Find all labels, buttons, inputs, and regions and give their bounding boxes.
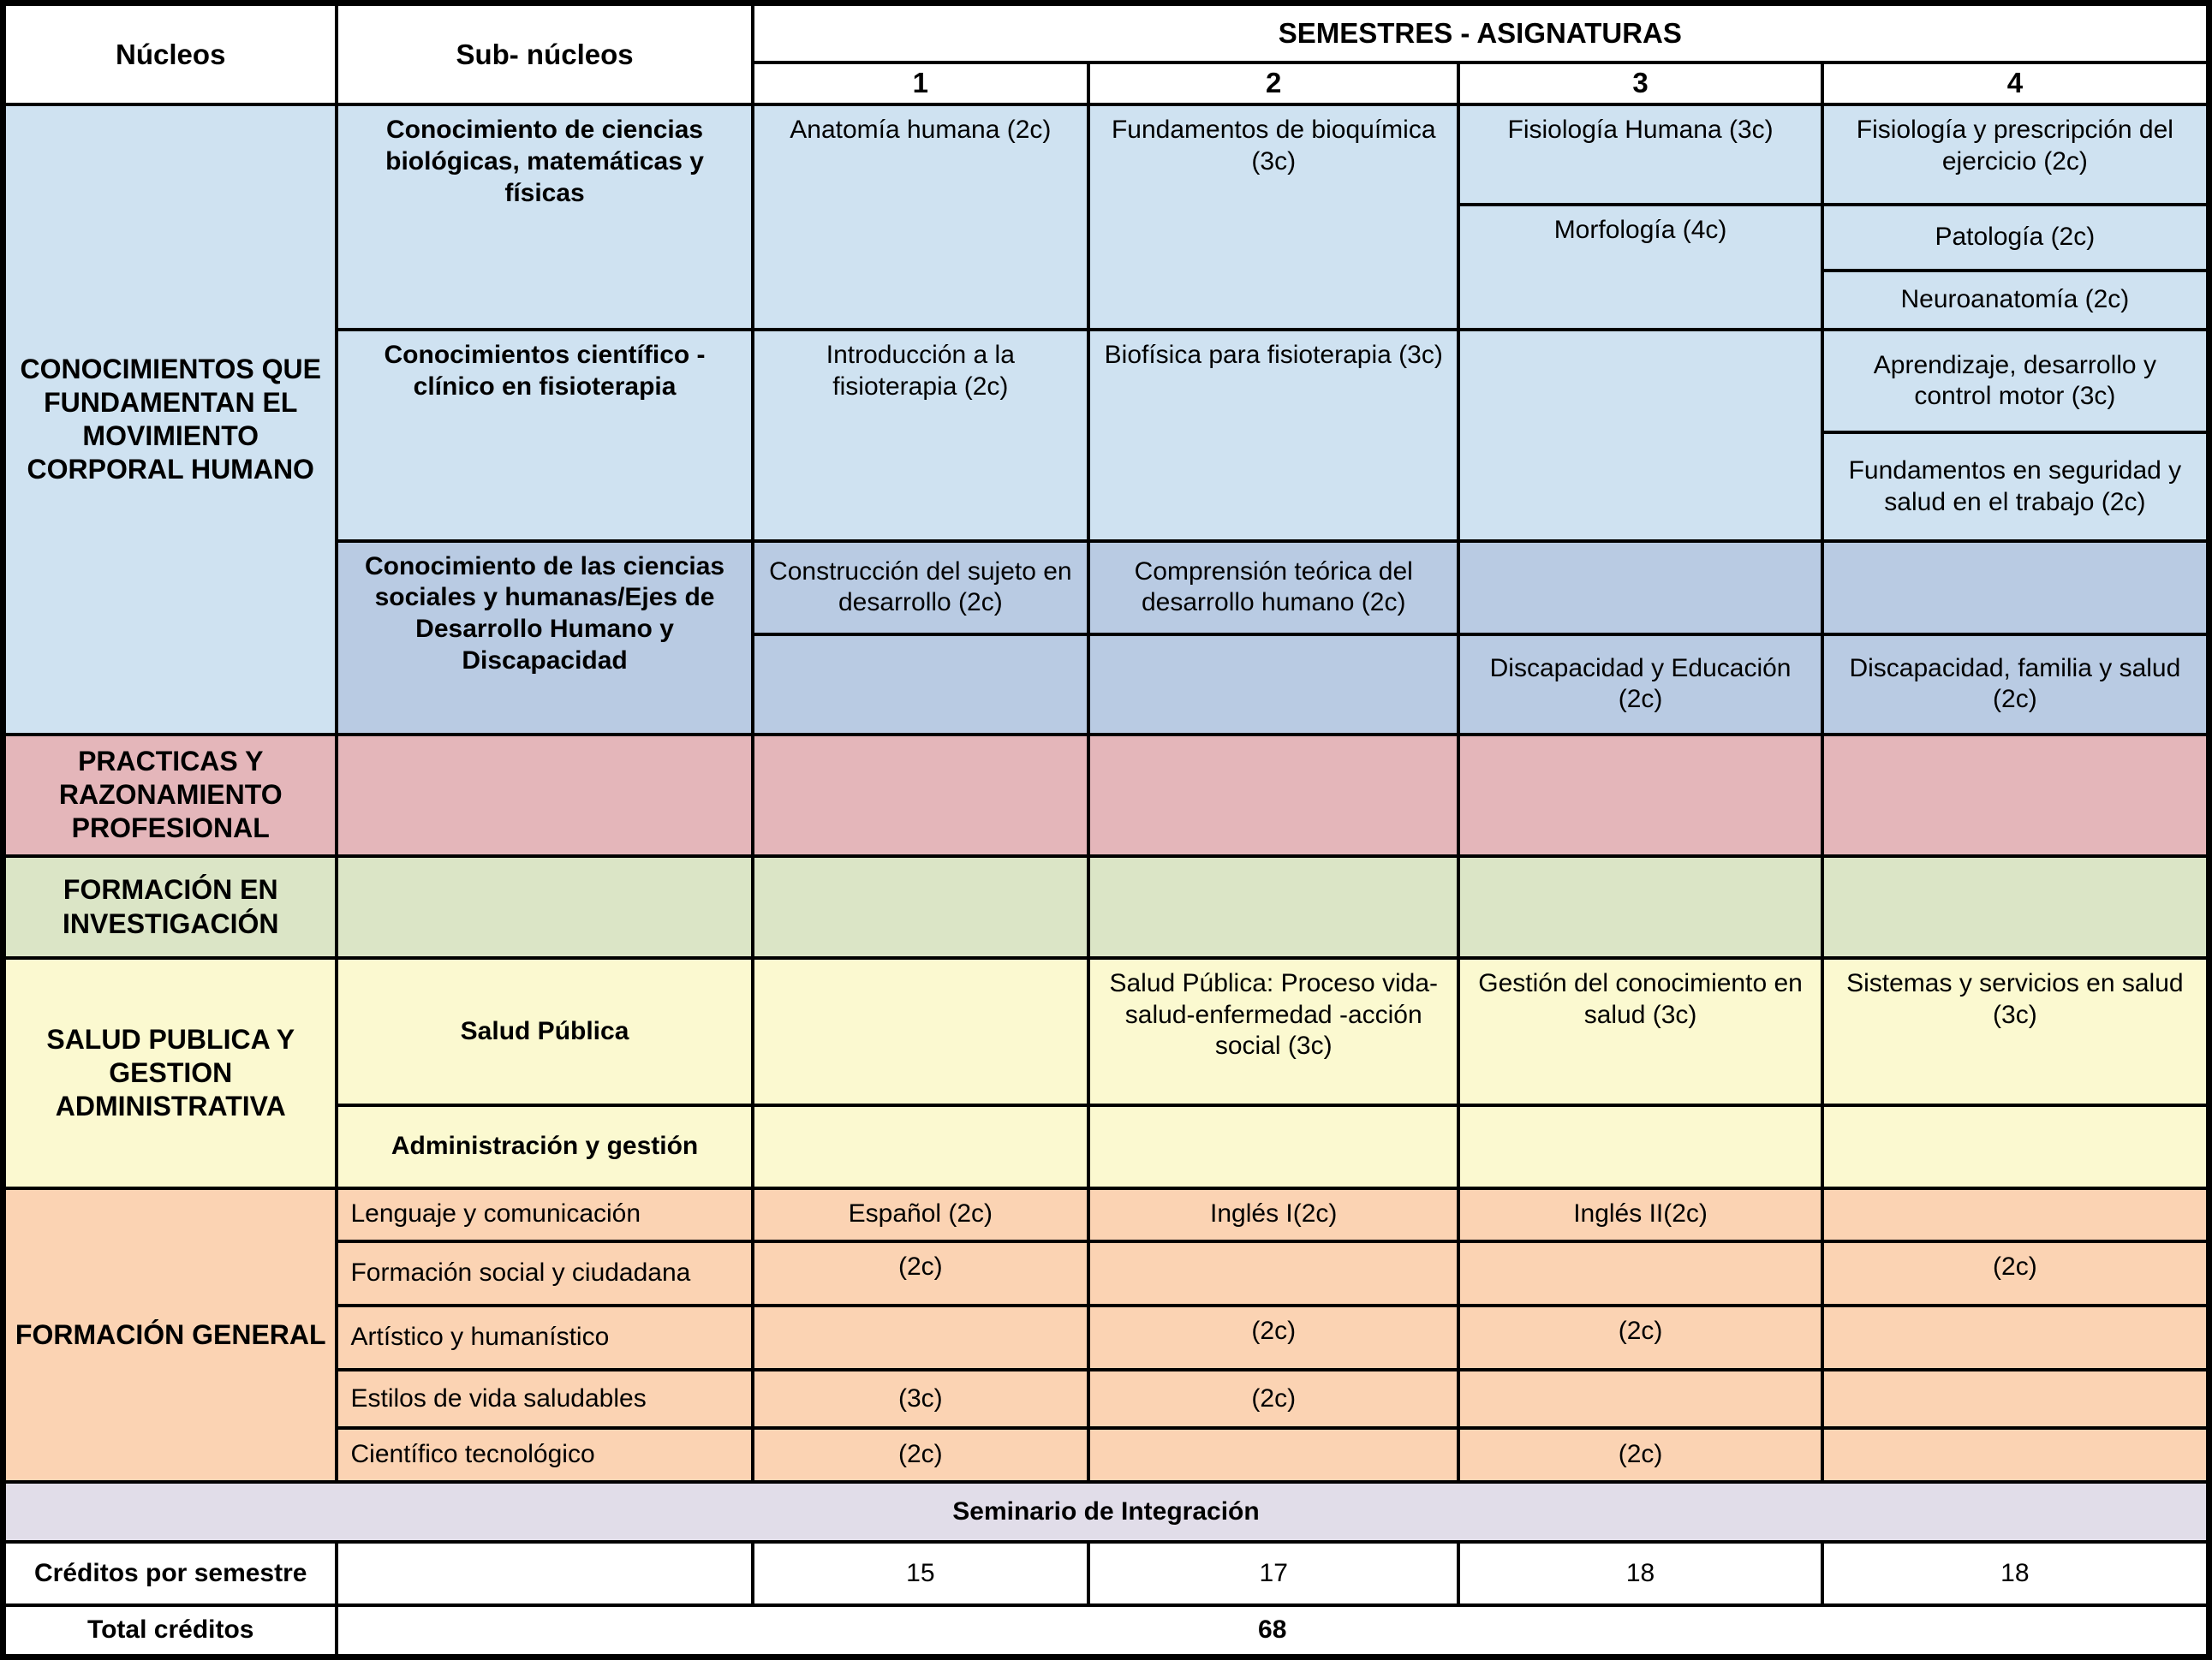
subnucleo-lenguaje: Lenguaje y comunicación	[337, 1188, 752, 1241]
course-fundamentos-seguridad: Fundamentos en seguridad y salud en el trabajo (2c)	[1822, 432, 2208, 540]
empty-cell	[1458, 1370, 1821, 1429]
course-credit: (2c)	[753, 1428, 1088, 1482]
course-salud-publica-proceso: Salud Pública: Proceso vida-salud-enfermedad -acción social (3c)	[1088, 958, 1458, 1105]
empty-cell	[1822, 1428, 2208, 1482]
total-creditos-value: 68	[337, 1605, 2208, 1656]
empty-cell	[1088, 1105, 1458, 1188]
course-introduccion-fisioterapia: Introducción a la fisioterapia (2c)	[753, 330, 1088, 541]
course-discapacidad-familia: Discapacidad, familia y salud (2c)	[1822, 634, 2208, 734]
empty-cell	[1822, 1306, 2208, 1370]
nucleo-salud-publica: SALUD PUBLICA Y GESTION ADMINISTRATIVA	[4, 958, 337, 1188]
header-semester-3: 3	[1458, 62, 1821, 105]
empty-cell	[753, 1105, 1088, 1188]
creditos-sem3: 18	[1458, 1542, 1821, 1606]
empty-cell	[1458, 330, 1821, 541]
total-creditos-label: Total créditos	[4, 1605, 337, 1656]
creditos-sem1: 15	[753, 1542, 1088, 1606]
empty-cell	[1458, 856, 1821, 958]
header-subnucleos: Sub- núcleos	[337, 4, 752, 104]
nucleo-investigacion: FORMACIÓN EN INVESTIGACIÓN	[4, 856, 337, 958]
header-semestres-asignaturas: SEMESTRES - ASIGNATURAS	[753, 4, 2208, 62]
creditos-sem2: 17	[1088, 1542, 1458, 1606]
course-fisiologia-humana: Fisiología Humana (3c)	[1458, 104, 1821, 204]
subnucleo-ciencias-biologicas: Conocimiento de ciencias biológicas, matemáticas y físicas	[337, 104, 752, 330]
course-comprension-teorica: Comprensión teórica del desarrollo humano (2c)	[1088, 541, 1458, 634]
header-semester-2: 2	[1088, 62, 1458, 105]
course-credit: (3c)	[753, 1370, 1088, 1429]
empty-cell	[753, 958, 1088, 1105]
course-discapacidad-educacion: Discapacidad y Educación (2c)	[1458, 634, 1821, 734]
course-sistemas-servicios: Sistemas y servicios en salud (3c)	[1822, 958, 2208, 1105]
empty-cell	[753, 1306, 1088, 1370]
seminario-integracion-row: Seminario de Integración	[4, 1482, 2208, 1542]
course-credit: (2c)	[753, 1241, 1088, 1306]
course-credit: (2c)	[1088, 1370, 1458, 1429]
course-biofisica: Biofísica para fisioterapia (3c)	[1088, 330, 1458, 541]
empty-cell	[1822, 856, 2208, 958]
course-fisiologia-prescripcion: Fisiología y prescripción del ejercicio (2c)	[1822, 104, 2208, 204]
header-semester-4: 4	[1822, 62, 2208, 105]
course-neuroanatomia: Neuroanatomía (2c)	[1822, 271, 2208, 330]
empty-cell	[337, 856, 752, 958]
empty-cell	[1458, 1105, 1821, 1188]
empty-cell	[753, 735, 1088, 856]
empty-cell	[753, 634, 1088, 734]
empty-cell	[753, 856, 1088, 958]
header-semester-1: 1	[753, 62, 1088, 105]
subnucleo-artistico: Artístico y humanístico	[337, 1306, 752, 1370]
subnucleo-ciencias-sociales: Conocimiento de las ciencias sociales y humanas/Ejes de Desarrollo Humano y Discapacidad	[337, 541, 752, 735]
subnucleo-estilos-vida: Estilos de vida saludables	[337, 1370, 752, 1429]
course-credit: (2c)	[1088, 1306, 1458, 1370]
creditos-sem4: 18	[1822, 1542, 2208, 1606]
empty-cell	[1822, 1370, 2208, 1429]
empty-cell	[1822, 735, 2208, 856]
subnucleo-salud-publica: Salud Pública	[337, 958, 752, 1105]
creditos-semestre-label: Créditos por semestre	[4, 1542, 337, 1606]
course-gestion-conocimiento: Gestión del conocimiento en salud (3c)	[1458, 958, 1821, 1105]
empty-cell	[1088, 1241, 1458, 1306]
empty-cell	[1088, 856, 1458, 958]
course-aprendizaje-control-motor: Aprendizaje, desarrollo y control motor (3c)	[1822, 330, 2208, 432]
course-ingles-1: Inglés I(2c)	[1088, 1188, 1458, 1241]
subnucleo-cientifico-clinico: Conocimientos científico - clínico en fisioterapia	[337, 330, 752, 541]
course-morfologia: Morfología (4c)	[1458, 205, 1821, 330]
course-construccion-sujeto: Construcción del sujeto en desarrollo (2c)	[753, 541, 1088, 634]
empty-cell	[1822, 541, 2208, 634]
course-anatomia-humana: Anatomía humana (2c)	[753, 104, 1088, 330]
course-credit: (2c)	[1822, 1241, 2208, 1306]
subnucleo-formacion-social: Formación social y ciudadana	[337, 1241, 752, 1306]
nucleo-conocimientos: CONOCIMIENTOS QUE FUNDAMENTAN EL MOVIMIENTO CORPORAL HUMANO	[4, 104, 337, 734]
empty-cell	[1822, 1188, 2208, 1241]
subnucleo-cientifico-tecnologico: Científico tecnológico	[337, 1428, 752, 1482]
empty-cell	[1088, 735, 1458, 856]
header-nucleos: Núcleos	[4, 4, 337, 104]
empty-cell	[1458, 735, 1821, 856]
empty-cell	[1088, 634, 1458, 734]
course-ingles-2: Inglés II(2c)	[1458, 1188, 1821, 1241]
nucleo-formacion-general: FORMACIÓN GENERAL	[4, 1188, 337, 1482]
course-patologia: Patología (2c)	[1822, 205, 2208, 271]
empty-cell	[1458, 1241, 1821, 1306]
empty-cell	[1822, 1105, 2208, 1188]
empty-cell	[337, 1542, 752, 1606]
course-espanol: Español (2c)	[753, 1188, 1088, 1241]
empty-cell	[337, 735, 752, 856]
course-fundamentos-bioquimica: Fundamentos de bioquímica (3c)	[1088, 104, 1458, 330]
empty-cell	[1088, 1428, 1458, 1482]
subnucleo-administracion: Administración y gestión	[337, 1105, 752, 1188]
empty-cell	[1458, 541, 1821, 634]
course-credit: (2c)	[1458, 1306, 1821, 1370]
course-credit: (2c)	[1458, 1428, 1821, 1482]
nucleo-practicas: PRACTICAS Y RAZONAMIENTO PROFESIONAL	[4, 735, 337, 856]
